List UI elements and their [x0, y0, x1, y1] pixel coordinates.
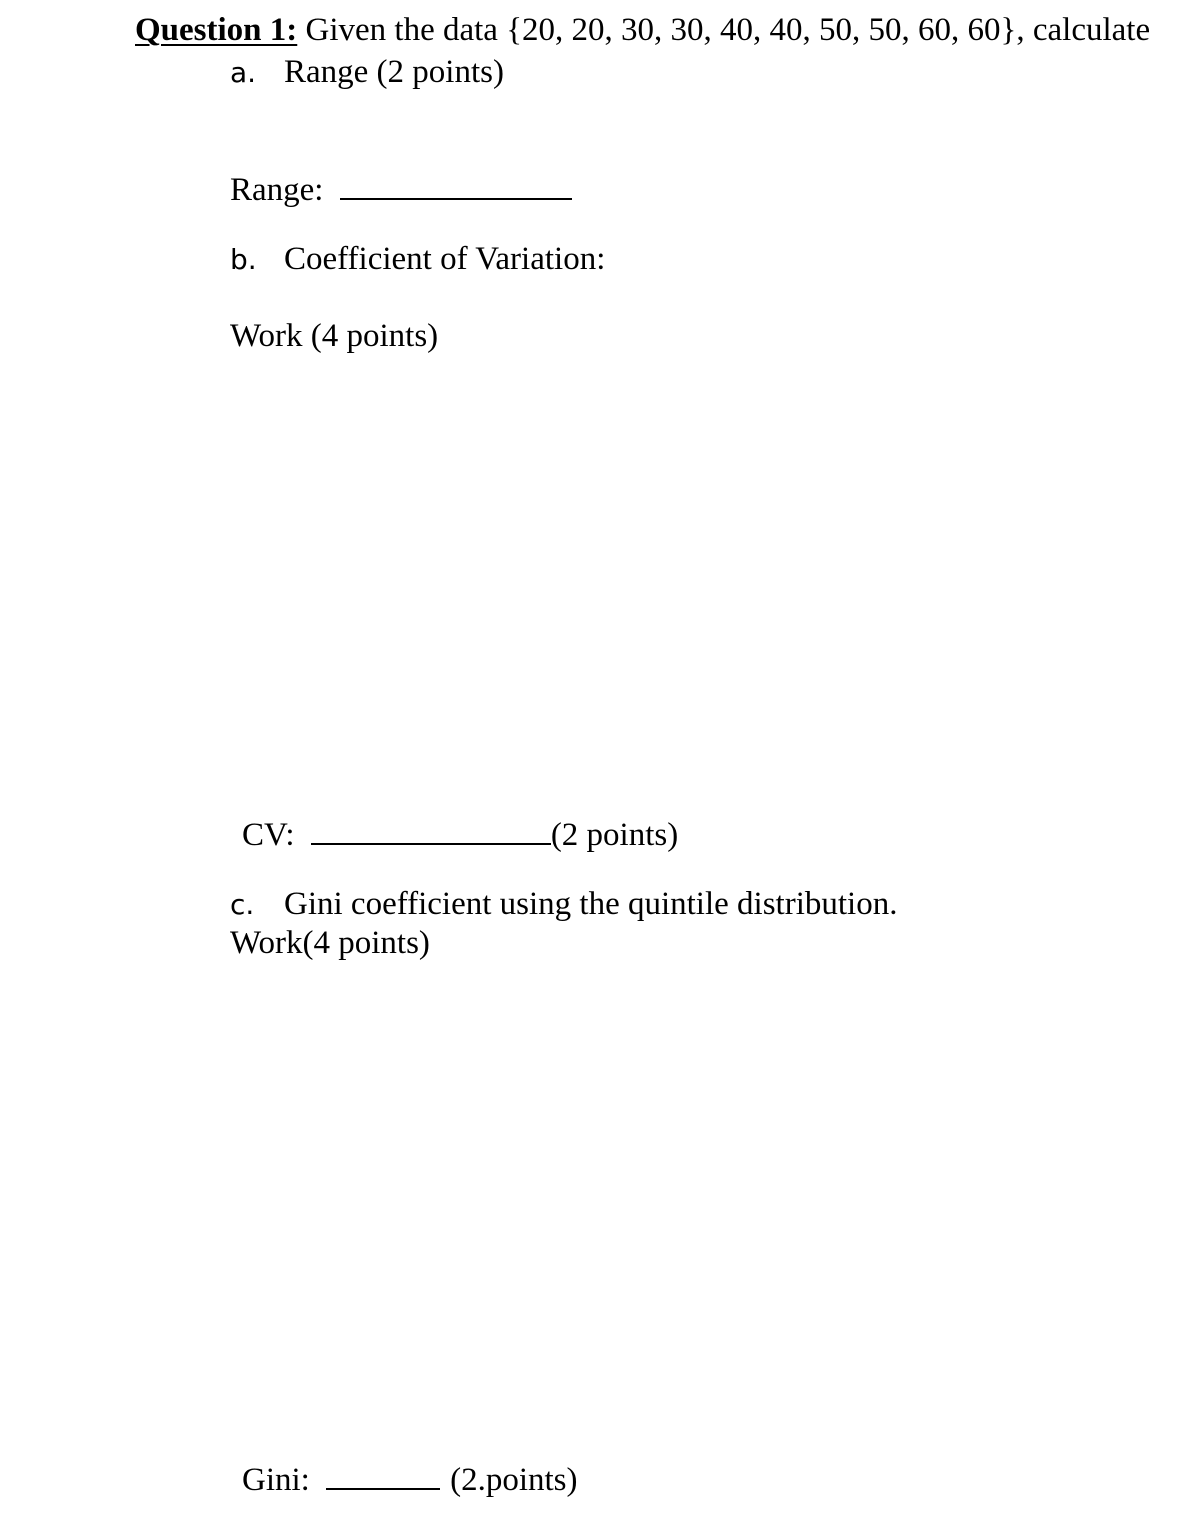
part-c-heading [230, 886, 898, 922]
cv-answer-row [242, 813, 678, 852]
part-b-title: Coefficient of Variation: [284, 241, 606, 277]
cv-answer-blank[interactable] [311, 813, 551, 845]
part-b-marker: b. [230, 243, 257, 276]
question-text: Given the data {20, 20, 30, 30, 40, 40, 50, 50, 60, 60}, calculate [305, 12, 1151, 48]
range-answer-label: Range: [230, 172, 324, 208]
gini-answer-row [242, 1458, 578, 1497]
part-c-marker: c. [230, 888, 255, 921]
cv-answer-label: CV: [242, 817, 295, 853]
part-b-work-label: Work (4 points) [230, 318, 439, 354]
gini-answer-points: (2.points) [450, 1462, 578, 1498]
part-a-heading [230, 54, 504, 90]
part-a-title: Range (2 points) [284, 54, 504, 90]
part-b-heading [230, 241, 606, 277]
part-c-title: Gini coefficient using the quintile distribution. [284, 886, 898, 922]
part-a-marker: a. [230, 56, 257, 89]
cv-answer-points: (2 points) [550, 817, 679, 853]
question-label: Question 1: [135, 12, 298, 48]
range-answer-blank[interactable] [340, 168, 572, 200]
gini-answer-blank[interactable] [326, 1458, 440, 1490]
gini-answer-label: Gini: [242, 1462, 310, 1498]
part-c-work-label: Work(4 points) [230, 925, 430, 961]
range-answer-row [230, 168, 572, 207]
question-header [135, 14, 1150, 47]
